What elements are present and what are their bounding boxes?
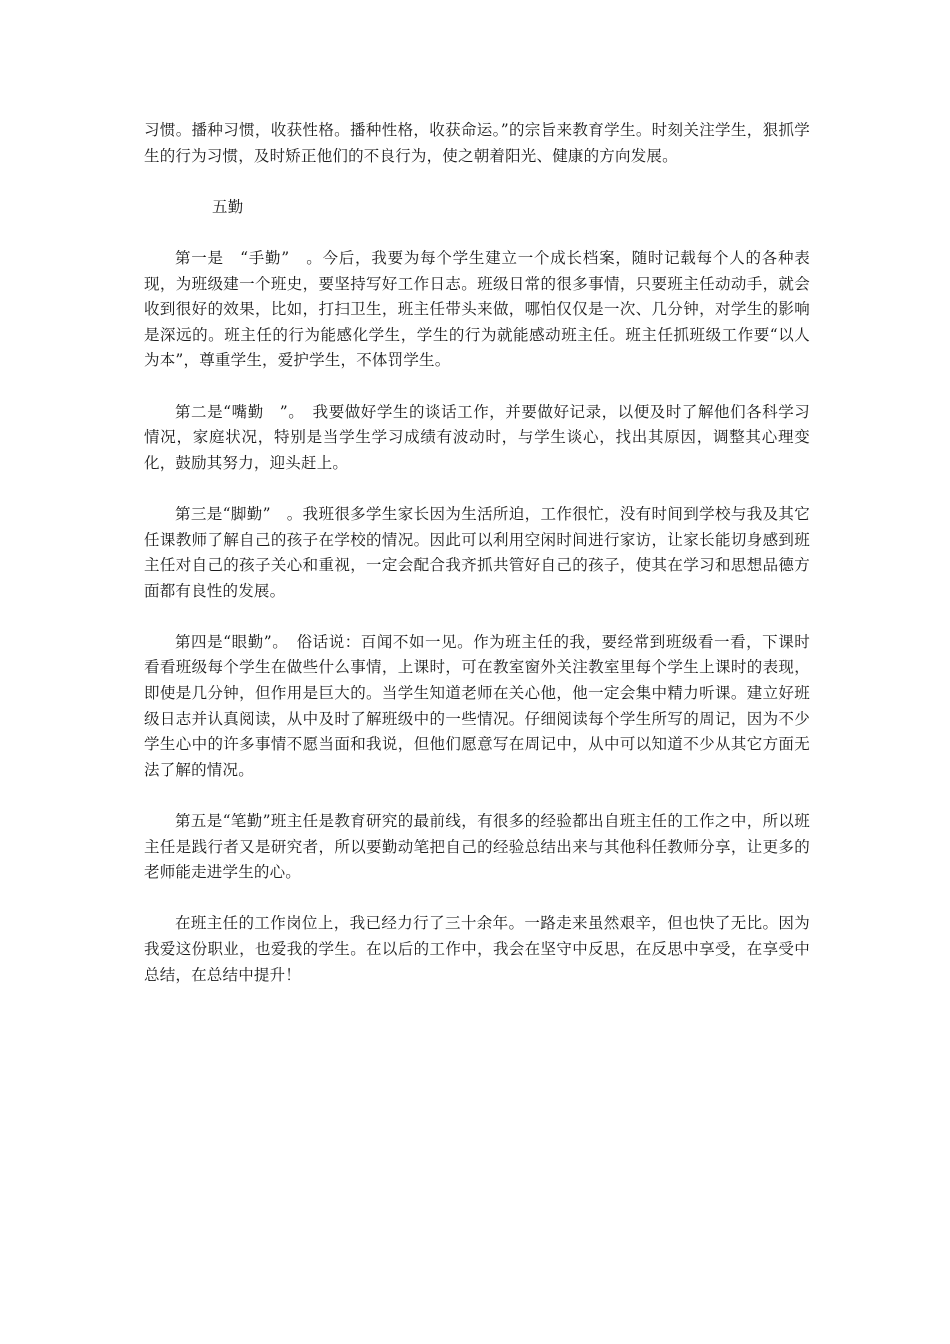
paragraph-mouth-diligence: 第二是“嘴勤 ”。 我要做好学生的谈话工作，并要做好记录，以便及时了解他们各科学习情况，家庭状况，特别是当学生学习成绩有波动时，与学生谈心，找出其原因，调整其心理变化，鼓励其努力，迎头赶上。: [144, 402, 810, 472]
paragraph-eye-diligence: 第四是“眼勤”。 俗话说：百闻不如一见。作为班主任的我，要经常到班级看一看，下课时看看班级每个学生在做些什么事情，上课时，可在教室窗外关注教室里每个学生上课时的表现，即使是几分钟，但作用是巨大的。当学生知道老师在关心他，他一定会集中精力听课。建立好班级日志并认真阅读，从中及时了解班级中的一些情况。仔细阅读每个学生所写的周记，因为不少学生心中的许多事情不愿当面和我说，但他们愿意写在周记中，从中可以知道不少从其它方面无法了解的情况。: [144, 632, 810, 779]
paragraph-hand-diligence: 第一是 “手勤” 。今后，我要为每个学生建立一个成长档案，随时记载每个人的各种表现，为班级建一个班史，要坚持写好工作日志。班级日常的很多事情，只要班主任动动手，就会收到很好的效果，比如，打扫卫生，班主任带头来做，哪怕仅仅是一次、几分钟，对学生的影响是深远的。班主任的行为能感化学生，学生的行为就能感动班主任。班主任抓班级工作要“以人为本”，尊重学生，爱护学生，不体罚学生。: [144, 248, 810, 370]
section-heading: 五勤: [212, 197, 244, 216]
document-body: [144, 118, 810, 1014]
paragraph-pen-diligence: 第五是“笔勤”班主任是教育研究的最前线，有很多的经验都出自班主任的工作之中，所以班主任是践行者又是研究者，所以要勤动笔把自己的经验总结出来与其他科任教师分享，让更多的老师能走进学生的心。: [144, 812, 810, 882]
paragraph-continuation: 习惯。播种习惯，收获性格。播种性格，收获命运。”的宗旨来教育学生。时刻关注学生，狠抓学生的行为习惯，及时矫正他们的不良行为，使之朝着阳光、健康的方向发展。: [144, 121, 810, 165]
paragraph-conclusion: 在班主任的工作岗位上，我已经力行了三十余年。一路走来虽然艰辛，但也快了无比。因为我爱这份职业，也爱我的学生。在以后的工作中，我会在坚守中反思，在反思中享受，在享受中总结，在总结中提升！: [144, 914, 810, 984]
paragraph-foot-diligence: 第三是“脚勤” 。我班很多学生家长因为生活所迫，工作很忙，没有时间到学校与我及其它任课教师了解自己的孩子在学校的情况。因此可以利用空闲时间进行家访，让家长能切身感到班主任对自己的孩子关心和重视，一定会配合我齐抓共管好自己的孩子，使其在学习和思想品德方面都有良性的发展。: [144, 504, 810, 600]
